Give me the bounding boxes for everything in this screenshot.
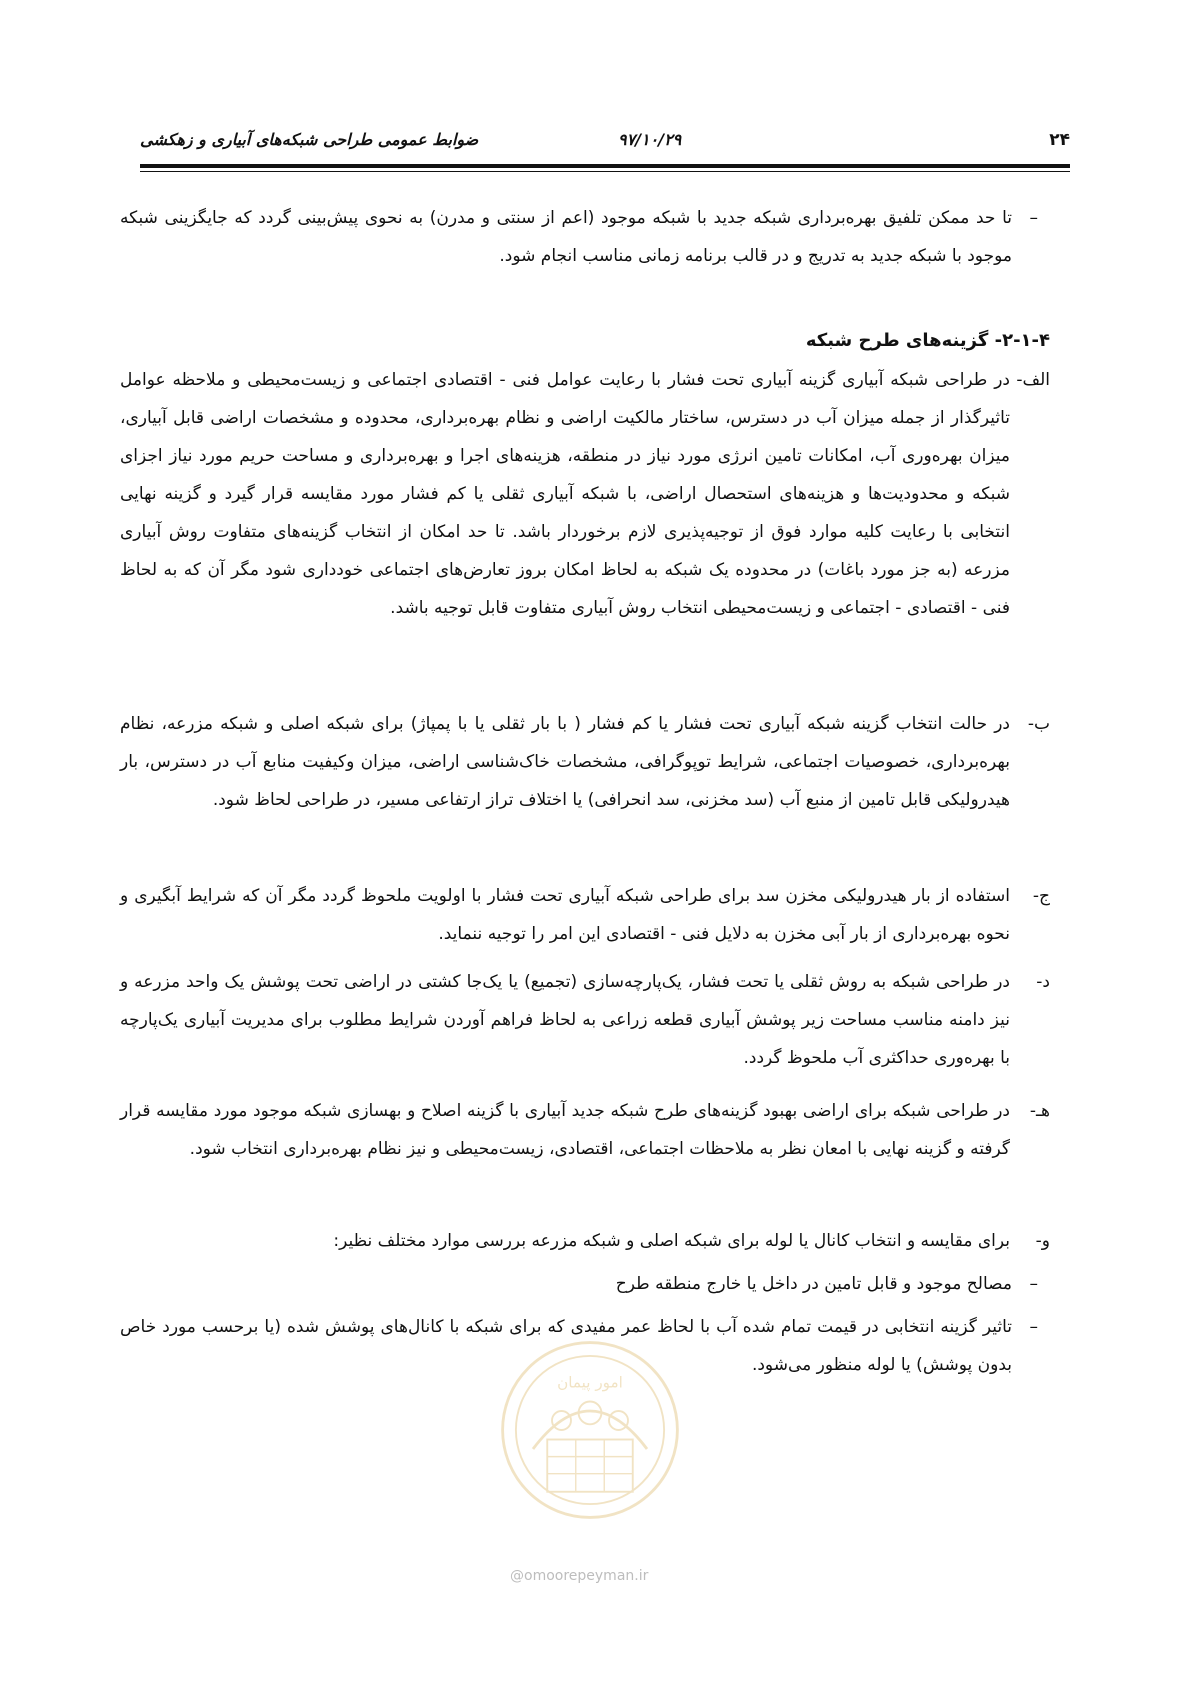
- list-item-vav: [120, 1222, 1050, 1260]
- header-date: ۹۷/۱۰/۲۹: [618, 130, 682, 149]
- list-item-alef: [120, 361, 1050, 627]
- item-label: ج-: [1032, 886, 1050, 906]
- item-label: و-: [1035, 1231, 1050, 1251]
- watermark-url: @omoorepeyman.ir: [510, 1568, 649, 1584]
- item-text: در طراحی شبکه برای اراضی بهبود گزینه‌های طرح شبکه جدید آبیاری با گزینه اصلاح و بهسازی شبکه موجود مورد مقایسه قرار گرفته و گزینه نهایی با امعان نظر به ملاحظات اجتماعی، اقتصادی، زیست‌محیطی و نیز نظام بهره‌برداری انتخاب شود.: [120, 1101, 1010, 1159]
- bullet-dash: –: [1029, 1317, 1038, 1337]
- item-text: در طراحی شبکه آبیاری گزینه آبیاری تحت فشار با رعایت عوامل فنی - اقتصادی اجتماعی و زیست‌محیطی و ملاحظه عوامل تاثیرگذار از جمله میزان آب در دسترس، ساختار مالکیت اراضی و نظام بهره‌برداری، محدوده و مشخصات اراضی قابل آبیاری، میزان بهره‌وری آب، امکانات تامین انرژی مورد نیاز در منطقه، هزینه‌های اجرا و بهره‌برداری و مساحت حریم مورد نیاز اجزای شبکه و محدودیت‌ها و هزینه‌های استحصال اراضی، با شبکه آبیاری ثقلی یا کم فشار مورد مقایسه قرار گیرد و گزینه نهایی انتخابی با رعایت کلیه موارد فوق از توجیه‌پذیری لازم برخوردار باشد. تا حد امکان از انتخاب گزینه‌های متفاوت روش آبیاری مزرعه (به جز مورد باغات) در محدوده یک شبکه به لحاظ امکان بروز تعارض‌های اجتماعی خودداری شود مگر آن که به لحاظ فنی - اقتصادی - اجتماعی و زیست‌محیطی انتخاب روش آبیاری متفاوت قابل توجیه باشد.: [120, 370, 1010, 618]
- sub-bullet-text: مصالح موجود و قابل تامین در داخل یا خارج منطقه طرح: [615, 1274, 1012, 1294]
- item-label: ب-: [1027, 714, 1050, 734]
- item-text: در طراحی شبکه به روش ثقلی یا تحت فشار، یک‌پارچه‌سازی (تجمیع) یا یک‌جا کشتی در اراضی تحت پوشش یک واحد مزرعه و نیز دامنه مناسب مساحت زیر پوشش آبیاری قطعه زراعی به لحاظ فراهم آوردن شرایط مطلوب برای مدیریت آبیاری یک‌پارچه با بهره‌وری حداکثری آب ملحوظ گردد.: [120, 972, 1010, 1068]
- header-document-title: ضوابط عمومی طراحی شبکه‌های آبیاری و زهکشی: [140, 130, 479, 149]
- watermark-seal-icon: [495, 1335, 685, 1525]
- section-heading: ۲-۱-۴- گزینه‌های طرح شبکه: [805, 330, 1050, 351]
- item-label: د-: [1036, 972, 1050, 992]
- header-rule-thin: [140, 171, 1070, 172]
- item-text: استفاده از بار هیدرولیکی مخزن سد برای طراحی شبکه آبیاری تحت فشار با اولویت ملحوظ گردد مگر آن که شرایط آبگیری و نحوه بهره‌برداری از بار آبی مخزن به دلایل فنی - اقتصادی این امر را توجیه ننماید.: [120, 886, 1010, 944]
- sub-bullet-1: [120, 1265, 1050, 1303]
- bullet-dash: –: [1029, 1274, 1038, 1294]
- seal-text: امور پیمان: [557, 1373, 623, 1392]
- list-item-be: [120, 705, 1050, 819]
- bullet-dash: –: [1029, 208, 1038, 228]
- intro-bullet-text: تا حد ممکن تلفیق بهره‌برداری شبکه جدید با شبکه موجود (اعم از سنتی و مدرن) به نحوی پیش‌بینی گردد که جایگزینی شبکه موجود با شبکه جدید به تدریج و در قالب برنامه زمانی مناسب انجام شود.: [120, 208, 1012, 266]
- list-item-jim: [120, 877, 1050, 953]
- list-item-he: [120, 1092, 1050, 1168]
- sub-bullet-text: تاثیر گزینه انتخابی در قیمت تمام شده آب با لحاظ عمر مفیدی که برای شبکه با کانال‌های پوشش شده (یا برحسب مورد خاص بدون پوشش) یا لوله منظور می‌شود.: [120, 1317, 1012, 1375]
- item-text: در حالت انتخاب گزینه شبکه آبیاری تحت فشار یا کم فشار ( با بار ثقلی یا با پمپاژ) برای شبکه اصلی و شبکه مزرعه، نظام بهره‌برداری، خصوصیات اجتماعی، شرایط توپوگرافی، مشخصات خاک‌شناسی اراضی، میزان وکیفیت منابع آب در دسترس، بار هیدرولیکی قابل تامین از منبع آب (سد مخزنی، سد انحرافی) یا اختلاف تراز ارتفاعی مسیر، در طراحی لحاظ شود.: [120, 714, 1010, 810]
- page-number: ۲۴: [1049, 130, 1070, 150]
- list-item-dal: [120, 963, 1050, 1077]
- header-rule-thick: [140, 164, 1070, 168]
- intro-bullet: [120, 199, 1050, 275]
- item-text: برای مقایسه و انتخاب کانال یا لوله برای شبکه اصلی و شبکه مزرعه بررسی موارد مختلف نظیر:: [333, 1231, 1010, 1251]
- item-label: الف-: [1016, 370, 1050, 390]
- item-label: هـ-: [1029, 1101, 1050, 1121]
- page-header: [140, 118, 1070, 158]
